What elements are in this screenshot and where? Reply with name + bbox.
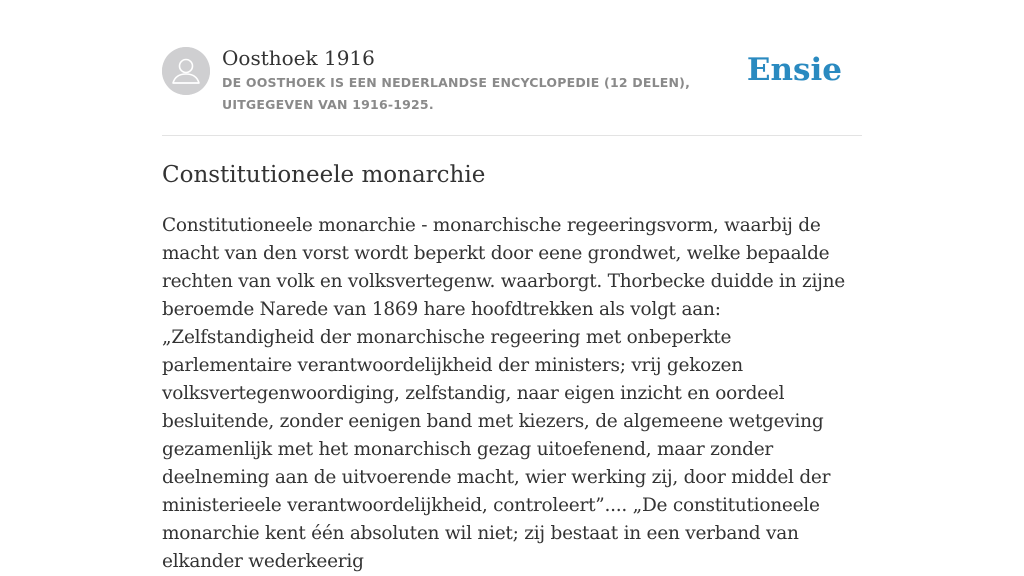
user-icon xyxy=(162,47,210,95)
source-title[interactable]: Oosthoek 1916 xyxy=(222,46,375,70)
article-body: Constitutioneele monarchie - monarchische regeeringsvorm, waarbij de macht van den vorst wordt beperkt door eene grondwet, welke bepaalde rechten van volk en volksvertegenw. waarborgt. Thorbecke duidde in zijne beroemde Narede van 1869 hare hoofdtrekken als volgt aan: „Zelfstandigheid der monarchische regeering met onbeperkte parlementaire verantwoordelijkheid der ministers; vrij gekozen volksvertegenwoordiging, zelfstandig, naar eigen inzicht en oordeel besluitende, zonder eenigen band met kiezers, de algemeene wetgeving gezamenlijk met het monarchisch gezag uitoefenend, maar zonder deelneming aan de uitvoerende macht, wier werking zij, door middel der ministerieele verantwoordelijkheid, controleert”.... „De constitutioneele monarchie kent één absoluten wil niet; zij bestaat in een verband van elkander wederkeerig xyxy=(162,215,845,572)
brand-logo[interactable]: Ensie xyxy=(746,52,842,88)
source-description: DE OOSTHOEK IS EEN NEDERLANDSE ENCYCLOPEDIE (12 DELEN), UITGEGEVEN VAN 1916-1925. xyxy=(222,75,691,112)
article-title: Constitutioneele monarchie xyxy=(162,162,486,188)
source-header xyxy=(162,46,862,136)
divider xyxy=(162,135,862,136)
